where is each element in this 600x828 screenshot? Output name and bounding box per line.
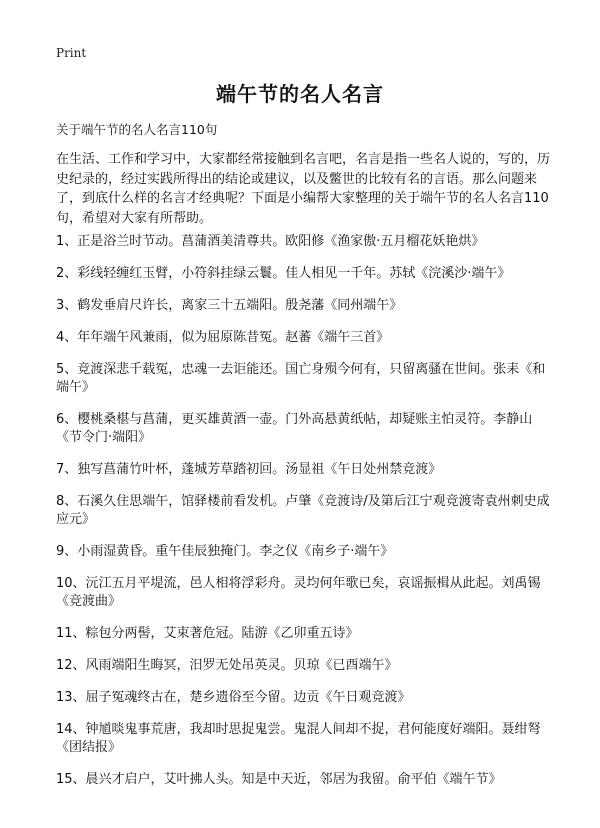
page-title: 端午节的名人名言 bbox=[216, 82, 384, 106]
subtitle: 关于端午节的名人名言110句 bbox=[56, 122, 218, 137]
quote-item: 13、屈子冤魂终古在，楚乡遗俗至今留。边贡《午日观竞渡》 bbox=[56, 690, 411, 705]
quote-item: 15、晨兴才启户，艾叶拂人头。知是中天近，邻居为我留。俞平伯《端午节》 bbox=[56, 772, 502, 787]
quote-item: 3、鹤发垂肩尺许长，离家三十五端阳。殷尧藩《同州端午》 bbox=[56, 298, 403, 313]
quote-item: 14、钟馗啖鬼事荒唐，我却时思捉鬼尝。鬼混人间却不捉，君何能度好端阳。聂绀弩《团结报》 bbox=[56, 722, 541, 755]
quote-item: 7、独写菖蒲竹叶杯，蓬城芳草踏初回。汤显祖《午日处州禁竞渡》 bbox=[56, 462, 442, 477]
quote-item: 12、风雨端阳生晦冥，汨罗无处吊英灵。贝琼《已酉端午》 bbox=[56, 658, 398, 673]
quote-item: 5、竞渡深悲千载冤，忠魂一去讵能还。国亡身殒今何有，只留离骚在世间。张耒《和端午》 bbox=[56, 362, 546, 395]
quote-list bbox=[56, 233, 552, 803]
print-link[interactable]: Print bbox=[56, 46, 87, 60]
quote-item: 10、沅江五月平堤流，邑人相将浮彩舟。灵均何年歌已矣，哀谣振楫从此起。刘禹锡《竞渡曲》 bbox=[56, 576, 541, 609]
quote-item: 1、正是浴兰时节动。菖蒲酒美清尊共。欧阳修《渔家傲·五月榴花妖艳烘》 bbox=[56, 234, 485, 249]
intro-paragraph: 在生活、工作和学习中，大家都经常接触到名言吧，名言是指一些名人说的，写的，历史纪录的，经过实践所得出的结论或建议，以及鳖世的比较有名的言语。那么问题来了，到底什么样的名言才经典呢？下面是小编帮大家整理的关于端午节的名人名言110句，希望对大家有所帮助。 bbox=[56, 152, 551, 226]
quote-item: 11、粽包分两髻，艾束著危冠。陆游《乙卯重五诗》 bbox=[56, 626, 359, 641]
quote-item: 9、小雨湿黄昏。重午佳辰独掩门。李之仪《南乡子·端午》 bbox=[56, 544, 394, 559]
quote-item: 8、石溪久住思端午，馆驿楼前看发机。卢肇《竞渡诗/及第后江宁观竞渡寄袁州刺史成应元》 bbox=[56, 494, 550, 527]
quote-item: 2、彩线轻缠红玉臂，小符斜挂绿云鬟。佳人相见一千年。苏轼《浣溪沙·端午》 bbox=[56, 266, 511, 281]
quote-item: 4、年年端午风兼雨，似为屈原陈昔冤。赵蕃《端午三首》 bbox=[56, 330, 390, 345]
quote-item: 6、樱桃桑椹与菖蒲，更买雄黄酒一壶。门外高悬黄纸帖，却疑账主怕灵符。李静山《节令门·端阳》 bbox=[56, 412, 533, 445]
